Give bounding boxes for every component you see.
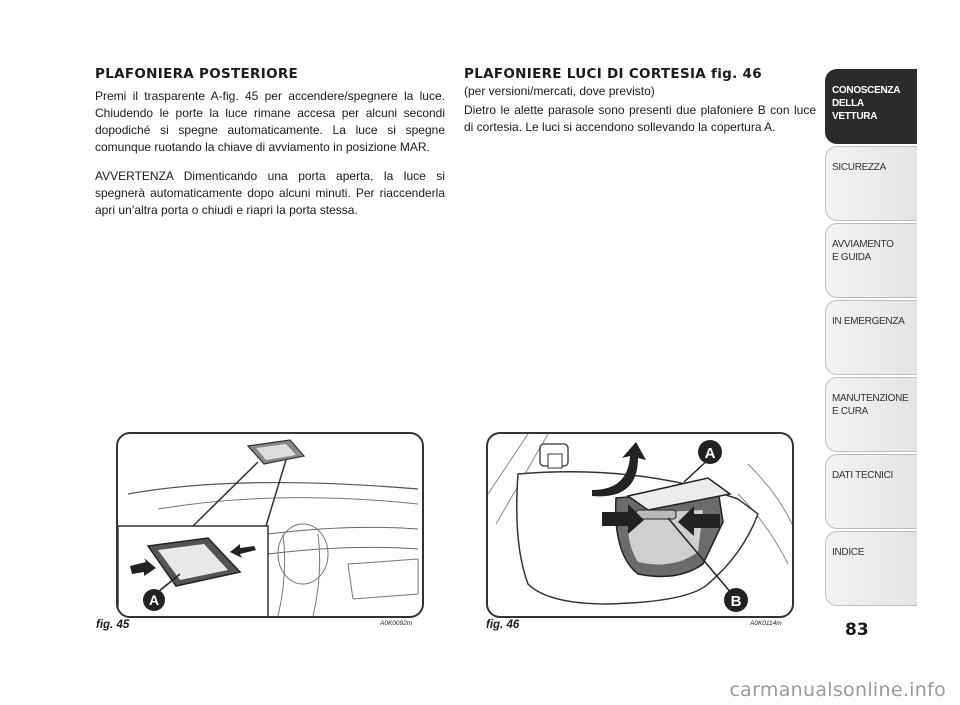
paragraph-courtesy-lights: Dietro le alette parasole sono presenti due plafoniere B con luce di cortesia. Le luci si accendono sollevando la copertura A. — [464, 103, 816, 134]
right-column — [464, 66, 816, 148]
figure-46-label: fig. 46 — [486, 619, 520, 631]
tab-indice[interactable]: INDICE — [825, 531, 917, 606]
paragraph-rear-light-usage: Premi il trasparente A-fig. 45 per accendere/spegnere la luce. Chiudendo le porte la luce rimane accesa per alcuni secondi dopodiché si spegne automaticamente. La luce si spegne comunque ruotando la chiave di avviamento in posizione MAR. — [95, 89, 445, 154]
left-column — [95, 66, 445, 231]
section-title-courtesy-lights: PLAFONIERE LUCI DI CORTESIA fig. 46 — [464, 66, 762, 82]
section-subtitle: (per versioni/mercati, dove previsto) — [464, 84, 655, 98]
figure-45-label: fig. 45 — [96, 619, 130, 631]
callout-a-label: A — [148, 592, 160, 608]
section-title-rear-light: PLAFONIERA POSTERIORE — [95, 66, 299, 82]
chapter-sidebar — [825, 69, 917, 608]
tab-manutenzione-e-cura[interactable]: MANUTENZIONE E CURA — [825, 377, 917, 452]
tab-avviamento-e-guida[interactable]: AVVIAMENTO E GUIDA — [825, 223, 917, 298]
figure-45-code: A0K0092m — [380, 620, 413, 627]
sun-visor-light-drawing — [488, 434, 792, 616]
page-number: 83 — [845, 620, 869, 640]
tab-in-emergenza[interactable]: IN EMERGENZA — [825, 300, 917, 375]
tab-dati-tecnici[interactable]: DATI TECNICI — [825, 454, 917, 529]
watermark: carmanualsonline.info — [729, 679, 946, 701]
tab-sicurezza[interactable]: SICUREZZA — [825, 146, 917, 221]
figure-46-code: A0K0114m — [750, 620, 782, 627]
callout-b-label: B — [730, 593, 742, 610]
figure-45-illustration — [116, 432, 424, 618]
rear-ceiling-light-drawing — [118, 434, 422, 616]
tab-conoscenza-della-vettura[interactable]: CONOSCENZA DELLA VETTURA — [825, 69, 917, 144]
callout-a-label: A — [704, 445, 716, 462]
paragraph-rear-light-warning: AVVERTENZA Dimenticando una porta aperta, la luce si spegnerà automaticamente dopo alcuni minuti. Per riaccenderla apri un’altra porta o chiudi e riapri la porta stessa. — [95, 169, 445, 217]
figure-46-illustration — [486, 432, 794, 618]
